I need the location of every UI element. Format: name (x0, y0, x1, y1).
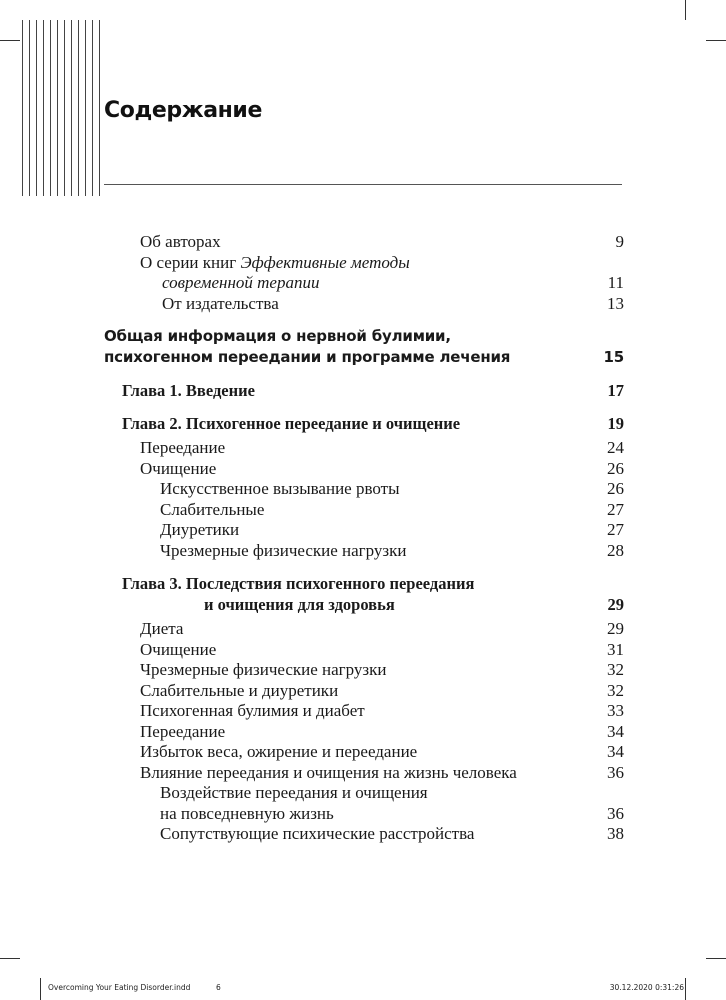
toc-chapter-title: Глава 1. Введение (122, 381, 255, 400)
toc-entry-title: Диуретики (160, 520, 240, 539)
toc-entry-title: Влияние переедания и очищения на жизнь человека (140, 762, 517, 782)
toc-entry (104, 479, 624, 500)
toc-entry-title: Избыток веса, ожирение и переедание (140, 742, 418, 761)
toc-entry-page: 34 (607, 721, 624, 741)
crop-mark (40, 978, 41, 1000)
toc-entry-page: 32 (607, 660, 624, 679)
toc-entry-title: Сопутствующие психические расстройства (160, 824, 475, 843)
crop-mark (0, 958, 20, 959)
toc-entry-page: 26 (607, 479, 624, 498)
toc-entry-title: Психогенная булимия и диабет (140, 701, 365, 720)
toc-entry (104, 459, 624, 480)
toc-entry-page: 17 (607, 381, 624, 400)
toc-entry-page: 11 (607, 273, 624, 292)
toc-entry (104, 640, 624, 661)
toc-entry (104, 783, 624, 804)
slug-filename: Overcoming Your Eating Disorder.indd (48, 983, 191, 992)
toc-section (104, 326, 624, 368)
toc-entry-title-italic: Эффективные методы (240, 252, 410, 272)
page-title: Содержание (104, 98, 262, 123)
toc-entry-page: 29 (607, 595, 624, 614)
toc-entry (104, 253, 624, 274)
crop-mark (685, 0, 686, 20)
toc-chapter-title-line1: Глава 3. Последствия психогенного переедания (122, 574, 475, 593)
toc-entry-page: 29 (607, 619, 624, 638)
crop-mark (685, 978, 686, 1000)
toc-entry-title: Слабительные (160, 499, 265, 519)
toc-entry-title-italic: современной терапии (162, 273, 320, 292)
toc-entry-title-plain: О серии книг (140, 252, 241, 272)
toc-chapter (104, 573, 624, 615)
toc-entry-title: Диета (140, 619, 184, 638)
toc-entry (104, 681, 624, 702)
toc-entry (104, 660, 624, 681)
toc-entry (104, 438, 624, 459)
toc-section-title: психогенном переедании и программе лечения (104, 348, 511, 366)
crop-mark (706, 40, 726, 41)
toc-entry-title: Переедание (140, 438, 226, 457)
crop-mark (706, 958, 726, 959)
toc-entry-page: 32 (607, 680, 624, 700)
toc-entry-title: Воздействие переедания и очищения (160, 783, 428, 802)
toc-chapter (104, 413, 624, 434)
slug-datetime: 30.12.2020 0:31:26 (609, 983, 684, 992)
toc-entry (104, 701, 624, 722)
toc-entry-page: 28 (607, 540, 624, 560)
toc-chapter-title (104, 573, 474, 615)
toc-entry-title-cont (104, 273, 319, 294)
toc-entry-page: 19 (607, 414, 624, 433)
toc-entry-title: От издательства (162, 293, 279, 313)
toc-entry-page: 27 (607, 499, 624, 519)
toc-entry-title: Очищение (140, 458, 217, 478)
slug-page-number: 6 (216, 983, 221, 992)
table-of-contents (104, 232, 624, 845)
toc-entry (104, 619, 624, 640)
toc-entry-title: Чрезмерные физические нагрузки (160, 540, 407, 560)
toc-entry-page: 36 (607, 803, 624, 823)
toc-section-title: Общая информация о нервной булимии, (104, 327, 451, 345)
toc-entry-page: 34 (607, 742, 624, 761)
toc-entry (104, 273, 624, 294)
toc-entry-page: 31 (607, 639, 624, 659)
toc-entry-page: 15 (603, 348, 624, 366)
decorative-bars (22, 20, 100, 196)
toc-chapter-title-line2: и очищения для здоровья (204, 595, 395, 614)
toc-entry-page: 13 (607, 293, 624, 313)
toc-entry (104, 500, 624, 521)
toc-chapter-title: Глава 2. Психогенное переедание и очищение (122, 414, 461, 433)
toc-entry-title: Переедание (140, 721, 226, 741)
toc-entry-page: 26 (607, 458, 624, 478)
toc-entry (104, 232, 624, 253)
toc-entry-page: 24 (607, 438, 624, 457)
toc-entry-title-cont: на повседневную жизнь (160, 803, 334, 823)
toc-entry (104, 763, 624, 784)
toc-entry-page: 9 (615, 232, 624, 251)
toc-entry-title: Искусственное вызывание рвоты (160, 479, 400, 498)
toc-entry (104, 294, 624, 315)
toc-entry-title: Чрезмерные физические нагрузки (140, 660, 387, 679)
toc-entry-title: Об авторах (140, 232, 221, 251)
toc-entry (104, 722, 624, 743)
toc-entry-page: 33 (607, 701, 624, 720)
toc-entry-title: Слабительные и диуретики (140, 680, 339, 700)
toc-entry (104, 804, 624, 825)
crop-mark (0, 40, 20, 41)
toc-entry-page: 27 (607, 520, 624, 539)
toc-entry-page: 38 (607, 824, 624, 843)
heading-rule (104, 184, 622, 185)
toc-entry (104, 742, 624, 763)
toc-entry (104, 541, 624, 562)
toc-chapter (104, 380, 624, 401)
toc-entry-title (104, 253, 410, 274)
toc-entry-page: 36 (607, 762, 624, 782)
toc-entry-title: Очищение (140, 639, 217, 659)
toc-entry (104, 824, 624, 845)
toc-entry (104, 520, 624, 541)
